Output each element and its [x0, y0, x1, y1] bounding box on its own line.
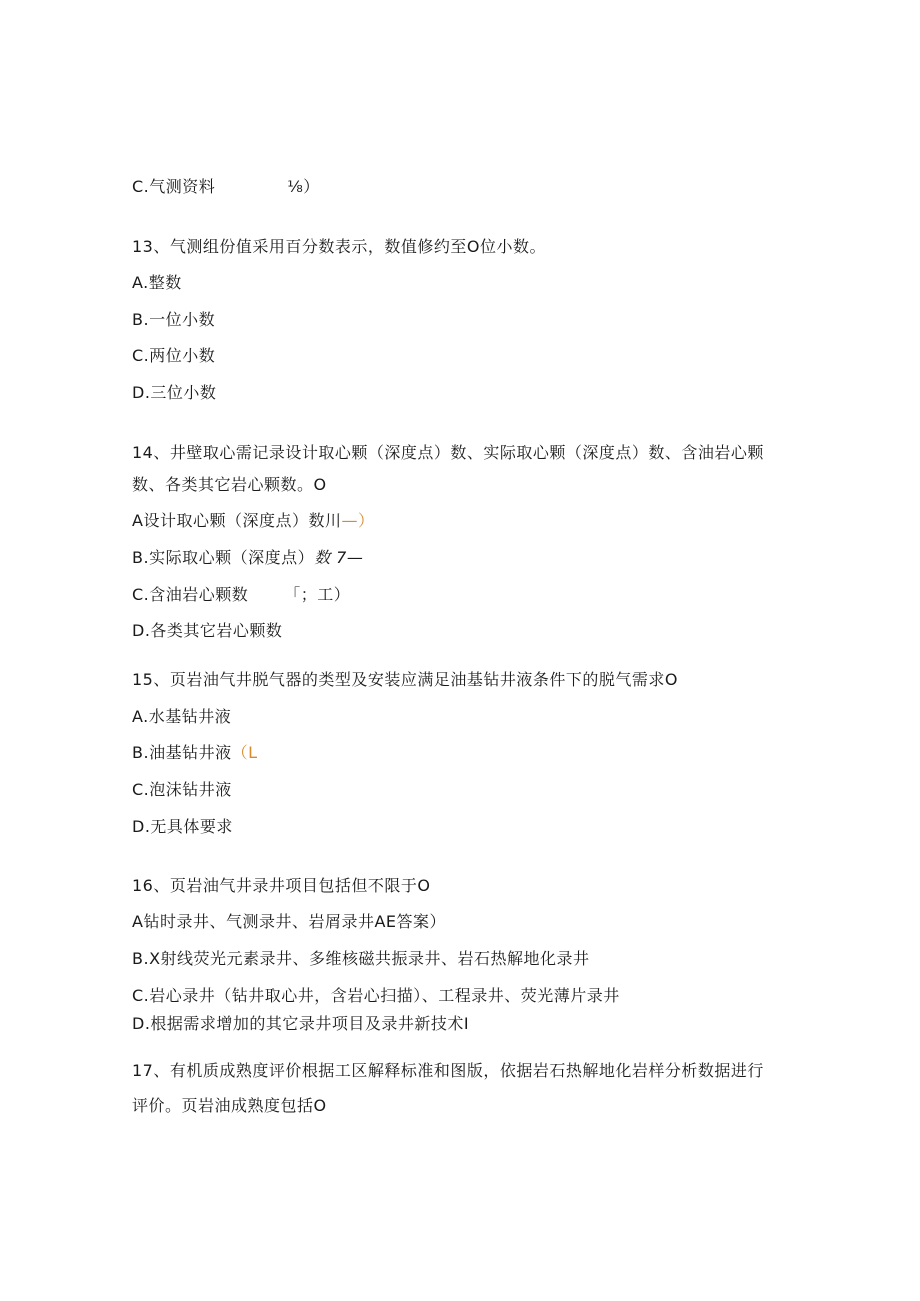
option-c-q16: C.岩心录井（钻井取心井，含岩心扫描）、工程录井、荧光薄片录井 — [132, 986, 620, 1005]
option-a-q15: A.水基钻井液 — [132, 707, 232, 726]
option-b-q15: B.油基钻井液（L — [132, 743, 258, 762]
question-17-line-2: 评价。页岩油成熟度包括O — [132, 1096, 327, 1115]
question-15: 15、页岩油气井脱气器的类型及安装应满足油基钻井液条件下的脱气需求O — [132, 670, 678, 689]
option-a-q14: A设计取心颗（深度点）数川—） — [132, 511, 375, 530]
question-16: 16、页岩油气井录井项目包括但不限于O — [132, 876, 431, 895]
option-a-q13: A.整数 — [132, 273, 182, 292]
option-c-q12: C.气测资料 ⅛） — [132, 177, 320, 196]
option-d-q15: D.无具体要求 — [132, 817, 233, 836]
option-b-q16: B.X射线荧光元素录井、多维核磁共振录井、岩石热解地化录井 — [132, 949, 590, 968]
option-c-q13: C.两位小数 — [132, 346, 216, 365]
question-14-line-1: 14、井壁取心需记录设计取心颗（深度点）数、实际取心颗（深度点）数、含油岩心颗 — [132, 443, 764, 462]
handwritten-mark: 「；工） — [284, 585, 351, 604]
handwritten-mark: （L — [231, 743, 258, 762]
question-14-line-2: 数、各类其它岩心颗数。O — [132, 475, 327, 494]
handwritten-mark: —） — [341, 511, 375, 530]
option-d-q16: D.根据需求增加的其它录井项目及录井新技术I — [132, 1014, 470, 1033]
question-13: 13、气测组份值采用百分数表示，数值修约至O位小数。 — [132, 237, 546, 256]
option-d-q13: D.三位小数 — [132, 383, 217, 402]
option-b-q13: B.一位小数 — [132, 310, 216, 329]
option-b-q14: B.实际取心颗（深度点）数 7— — [132, 548, 364, 567]
option-c-q15: C.泡沫钻井液 — [132, 780, 232, 799]
option-a-q16: A钻时录井、气测录井、岩屑录井AE答案） — [132, 912, 447, 931]
option-d-q14: D.各类其它岩心颗数 — [132, 621, 283, 640]
option-c-q14: C.含油岩心颗数 「；工） — [132, 585, 351, 604]
handwritten-mark: 数 7— — [314, 548, 364, 567]
handwritten-mark: ⅛） — [287, 177, 320, 196]
question-17-line-1: 17、有机质成熟度评价根据工区解释标准和图版，依据岩石热解地化岩样分析数据进行 — [132, 1061, 764, 1080]
